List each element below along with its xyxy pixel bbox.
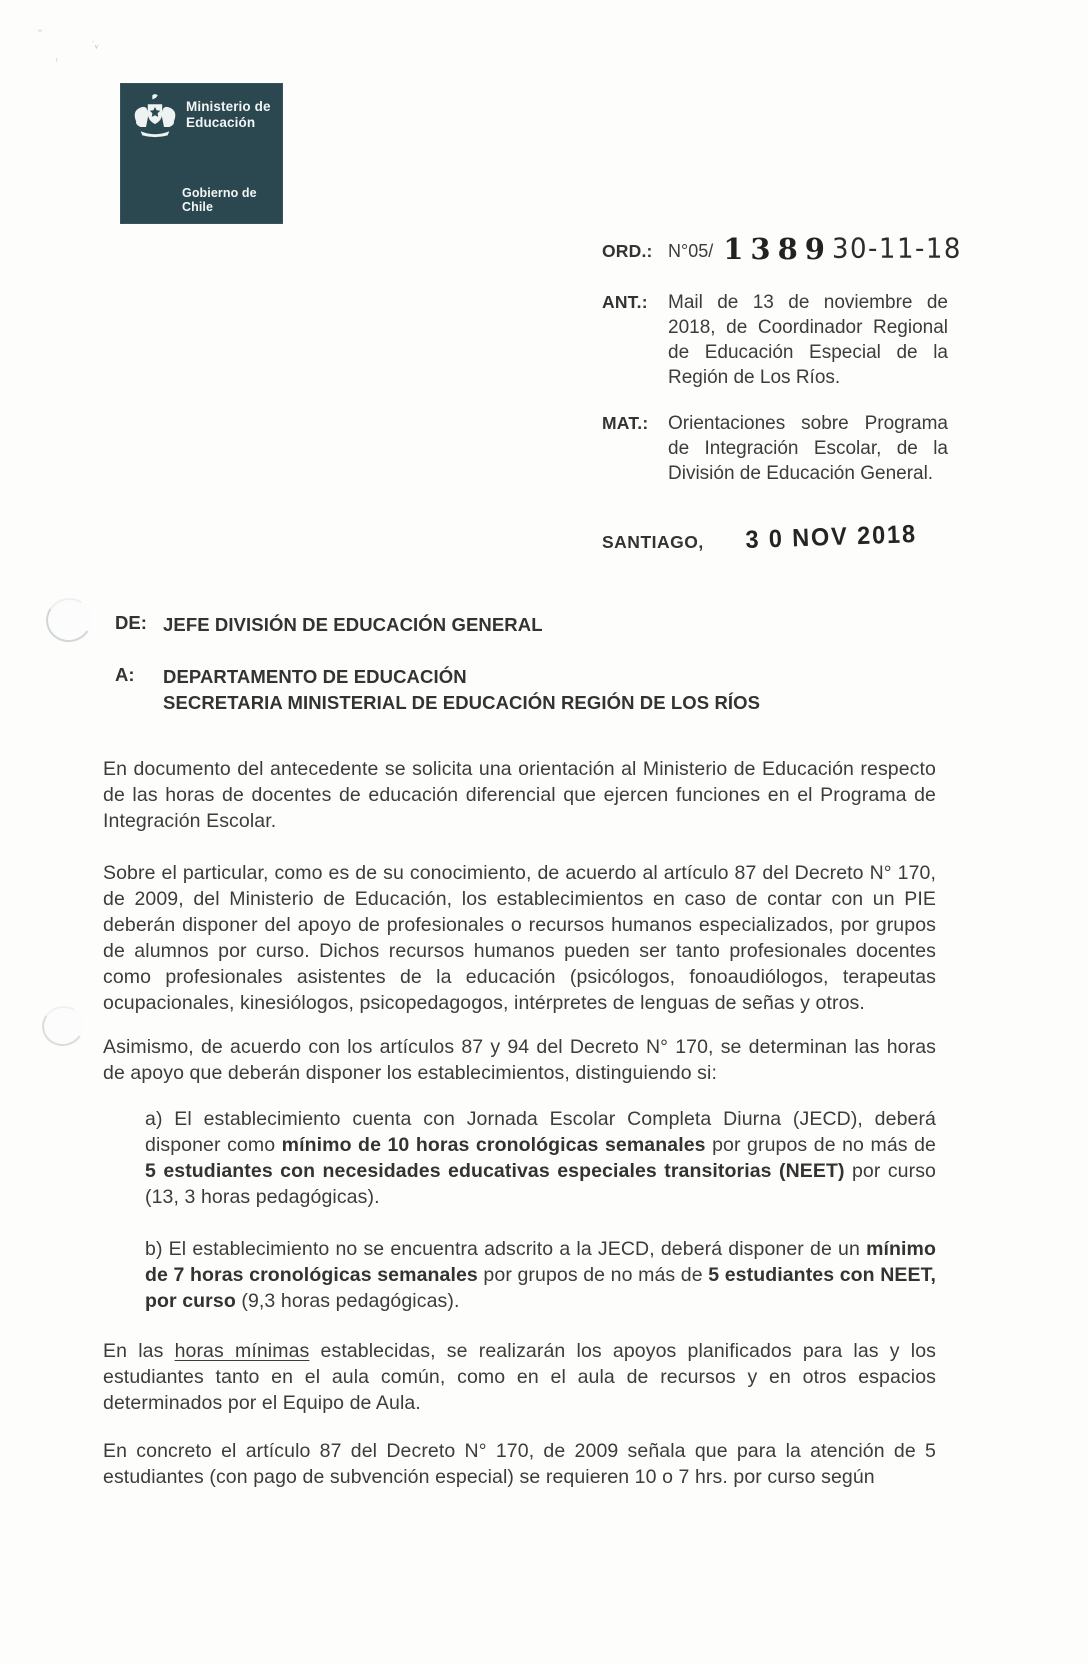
ant-label: ANT.: xyxy=(602,292,648,312)
item-a-text: por grupos de no más de xyxy=(705,1134,936,1156)
chile-coat-of-arms-icon xyxy=(128,93,182,139)
mat-label: MAT.: xyxy=(602,413,649,433)
logo-ministry-text xyxy=(186,99,271,131)
mat-row xyxy=(602,411,960,486)
logo-government-text: Gobierno de Chile xyxy=(182,186,257,214)
list-item-b xyxy=(145,1236,936,1314)
logo-ministry-line1: Ministerio de xyxy=(186,99,271,114)
scan-speck: ˙ᵥ xyxy=(92,40,98,50)
ord-row xyxy=(602,230,960,264)
scan-speck: ʻʻ xyxy=(38,28,42,38)
list-item-a xyxy=(145,1106,936,1210)
place-date-row xyxy=(602,520,960,555)
ord-label: ORD.: xyxy=(602,241,653,261)
date-stamp: 3 0 NOV 2018 xyxy=(744,520,918,555)
to-row xyxy=(115,664,875,716)
ord-number-stamp: 1389 xyxy=(723,232,832,266)
ord-date-handwritten: 30-11-18 xyxy=(831,233,962,265)
paragraph-asimismo: Asimismo, de acuerdo con los artículos 87 y 94 del Decreto N° 170, se determinan las horas de apoyo que deberán disponer los establecimientos, distinguiendo si: xyxy=(103,1036,936,1084)
ant-text: Mail de 13 de noviembre de 2018, de Coordinador Regional de Educación Especial de la Región de Los Ríos. xyxy=(668,292,948,388)
item-a-text: a) El establecimiento cuenta con Jornada Escolar Completa Diurna (JECD), deberá disponer como xyxy=(145,1108,936,1156)
addressing-block xyxy=(115,612,875,742)
to-line2: SECRETARIA MINISTERIAL DE EDUCACIÓN REGIÓN DE LOS RÍOS xyxy=(163,692,761,713)
to-label: A: xyxy=(115,664,135,685)
logo-ministry-line2: Educación xyxy=(186,114,256,130)
place-label: SANTIAGO, xyxy=(602,532,704,552)
paragraph-decreto-170: Sobre el particular, como es de su conocimiento, de acuerdo al artículo 87 del Decreto N° 170, de 2009, del Ministerio de Educación, los establecimientos en caso de contar con un PIE deberán disponer del apoyo de profesionales o recursos humanos especializados, por grupos de alumnos por curso. Dichos recursos humanos pueden ser tanto profesionales docentes como profesionales asistentes de la educación (psicólogos, fonoaudiólogos, terapeutas ocupacionales, kinesiólogos, psicopedagogos, intérpretes de lenguas de señas y otros. xyxy=(103,862,936,1014)
to-line1: DEPARTAMENTO DE EDUCACIÓN xyxy=(163,666,467,687)
from-label: DE: xyxy=(115,612,147,633)
item-a-bold-hours: mínimo de 10 horas cronológicas semanales xyxy=(281,1134,706,1156)
p4-text: establecidas, se realizarán los apoyos planificados para las y los estudiantes tanto en el aula común, como en el aula de recursos y en otros espacios determinados por el Equipo de Aula. xyxy=(103,1340,936,1414)
paragraph-en-concreto: En concreto el artículo 87 del Decreto N° 170, de 2009 señala que para la atención de 5 estudiantes (con pago de subvención especial) se requieren 10 o 7 hrs. por curso según xyxy=(103,1440,936,1488)
p4-underlined: horas mínimas xyxy=(174,1340,310,1362)
paragraph-horas-minimas xyxy=(103,1338,936,1416)
reference-block xyxy=(602,230,960,486)
punch-hole-shadow xyxy=(38,1002,87,1050)
scan-speck: ᵗ xyxy=(56,58,58,65)
ant-row xyxy=(602,290,960,390)
letter-body xyxy=(103,756,936,1490)
from-row xyxy=(115,612,875,638)
item-b-bold-students: 5 estudiantes con NEET, por curso xyxy=(145,1264,936,1312)
punch-hole-shadow xyxy=(42,594,96,647)
mineduc-logo xyxy=(120,83,283,224)
item-b-text: b) El establecimiento no se encuentra adscrito a la JECD, deberá disponer de un xyxy=(145,1238,867,1260)
item-b-bold-hours: mínimo de 7 horas cronológicas semanales xyxy=(145,1238,936,1286)
paragraph-intro: En documento del antecedente se solicita una orientación al Ministerio de Educación respecto de las horas de docentes de educación diferencial que ejercen funciones en el Programa de Integración Escolar. xyxy=(103,758,936,832)
item-a-bold-students: 5 estudiantes con necesidades educativas especiales transitorias (NEET) xyxy=(145,1160,845,1182)
item-b-text: (9,3 horas pedagógicas). xyxy=(235,1290,460,1312)
p4-text: En las xyxy=(103,1340,175,1362)
ord-prefix: N°05/ xyxy=(668,241,714,261)
from-value: JEFE DIVISIÓN DE EDUCACIÓN GENERAL xyxy=(163,614,543,635)
item-b-text: por grupos de no más de xyxy=(477,1264,709,1286)
to-value xyxy=(163,664,760,716)
mat-text: Orientaciones sobre Programa de Integración Escolar, de la División de Educación General. xyxy=(668,413,948,484)
item-a-text: por curso (13, 3 horas pedagógicas). xyxy=(145,1160,936,1208)
